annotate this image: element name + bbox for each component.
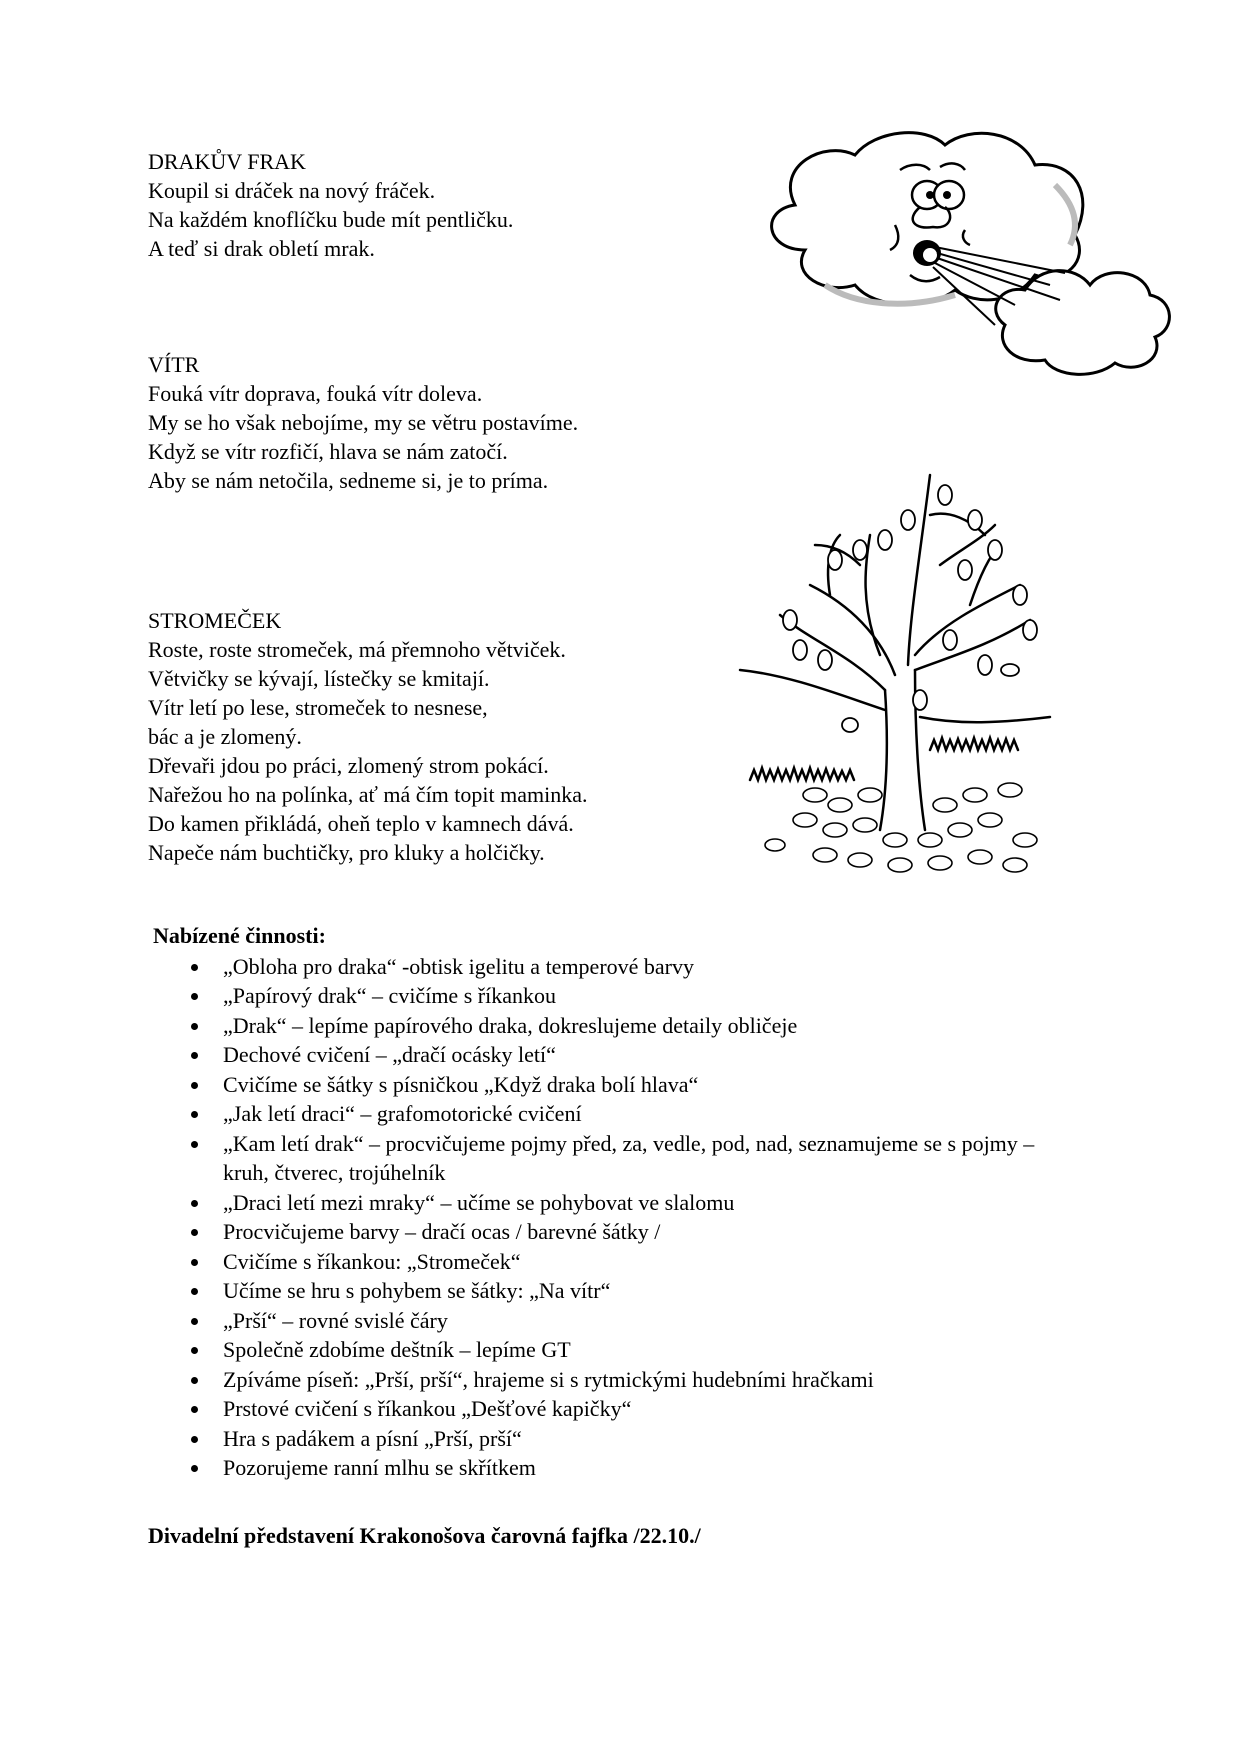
bullet-icon — [191, 1288, 198, 1295]
list-item-text: „Papírový drak“ – cvičíme s říkankou — [223, 983, 556, 1008]
list-item — [153, 981, 1063, 1011]
bullet-icon — [191, 1406, 198, 1413]
list-item-text: „Draci letí mezi mraky“ – učíme se pohybovat ve slalomu — [223, 1189, 735, 1215]
list-item — [153, 1306, 1063, 1336]
list-item — [153, 1129, 1063, 1188]
theatre-announcement: Divadelní představení Krakonošova čarovná fajfka /22.10./ — [148, 1523, 701, 1548]
list-item — [153, 1424, 1063, 1454]
poem-line: Dřevaři jdou po práci, zlomený strom pokácí. — [148, 753, 549, 778]
bullet-icon — [191, 1141, 198, 1148]
poem-line: Napeče nám buchtičky, pro kluky a holčičky. — [148, 840, 545, 865]
poem-line: Na každém knoflíčku bude mít pentličku. — [148, 207, 514, 232]
list-item — [153, 1011, 1063, 1041]
list-item-text: Učíme se hru s pohybem se šátky: „Na vítr“ — [223, 1278, 611, 1303]
list-item-text: Hra s padákem a písní „Prší, prší“ — [223, 1425, 522, 1451]
bullet-icon — [191, 1347, 198, 1354]
list-item-text: „Kam letí drak“ – procvičujeme pojmy před, za, vedle, pod, nad, seznamujeme se s pojmy – kruh, čtverec, trojúhelník — [223, 1130, 1035, 1185]
poem-line: Když se vítr rozfičí, hlava se nám zatočí. — [148, 439, 508, 464]
list-item — [153, 1335, 1063, 1365]
poem-title: STROMEČEK — [148, 608, 282, 633]
poem-line: Do kamen přikládá, oheň teplo v kamnech dává. — [148, 811, 574, 836]
list-item — [153, 1365, 1063, 1395]
list-item-text: Cvičíme s říkankou: „Stromeček“ — [223, 1248, 521, 1274]
list-item — [153, 1247, 1063, 1277]
poem-title: VÍTR — [148, 352, 200, 377]
list-item-text: „Prší“ – rovné svislé čáry — [223, 1307, 448, 1333]
poem-drakuv-frak — [148, 147, 513, 263]
bullet-icon — [191, 1200, 198, 1207]
bullet-icon — [191, 1023, 198, 1030]
list-item — [153, 1394, 1063, 1424]
list-item-text: Společně zdobíme deštník – lepíme GT — [223, 1337, 571, 1362]
list-item — [153, 1276, 1063, 1306]
poem-stromecek — [148, 606, 588, 867]
list-item-text: „Jak letí draci“ – grafomotorické cvičení — [223, 1101, 582, 1126]
list-item-text: Cvičíme se šátky s písničkou „Když draka bolí hlava“ — [223, 1071, 699, 1097]
poem-vitr — [148, 350, 578, 495]
poem-line: Větvičky se kývají, lístečky se kmitají. — [148, 666, 490, 691]
poem-line: A teď si drak obletí mrak. — [148, 236, 375, 261]
bullet-icon — [191, 1259, 198, 1266]
bullet-icon — [191, 1465, 198, 1472]
activities-list — [153, 952, 1063, 1483]
list-item-text: „Obloha pro draka“ -obtisk igelitu a temperové barvy — [223, 953, 695, 979]
bullet-icon — [191, 1229, 198, 1236]
poem-line: Aby se nám netočila, sedneme si, je to príma. — [148, 468, 549, 493]
poem-line: My se ho však nebojíme, my se větru postavíme. — [148, 410, 579, 435]
poem-line: Fouká vítr doprava, fouká vítr doleva. — [148, 381, 483, 406]
list-item-text: Pozorujeme ranní mlhu se skřítkem — [223, 1455, 536, 1480]
poem-line: bác a je zlomený. — [148, 724, 302, 749]
list-item-text: Dechové cvičení – „dračí ocásky letí“ — [223, 1042, 556, 1067]
bullet-icon — [191, 1377, 198, 1384]
poem-line: Vítr letí po lese, stromeček to nesnese, — [148, 695, 488, 720]
activities-section — [153, 921, 1063, 1483]
list-item — [153, 952, 1063, 982]
bullet-icon — [191, 1052, 198, 1059]
cloud-icon — [755, 125, 1190, 380]
bullet-icon — [191, 993, 198, 1000]
bullet-icon — [191, 1111, 198, 1118]
list-item — [153, 1070, 1063, 1100]
list-item-text: Procvičujeme barvy – dračí ocas / barevné šátky / — [223, 1219, 661, 1244]
list-item — [153, 1217, 1063, 1247]
list-item — [153, 1040, 1063, 1070]
bullet-icon — [191, 964, 198, 971]
poem-line: Nařežou ho na polínka, ať má čím topit maminka. — [148, 782, 588, 807]
bullet-icon — [191, 1436, 198, 1443]
poem-title: DRAKŮV FRAK — [148, 149, 306, 174]
bullet-icon — [191, 1082, 198, 1089]
blowing-cloud-illustration — [755, 125, 1190, 380]
tree-icon — [730, 455, 1060, 880]
list-item — [153, 1099, 1063, 1129]
list-item — [153, 1453, 1063, 1483]
list-item-text: Zpíváme píseň: „Prší, prší“, hrajeme si s rytmickými hudebními hračkami — [223, 1366, 874, 1392]
activities-heading: Nabízené činnosti: — [153, 923, 326, 948]
list-item-text: Prstové cvičení s říkankou „Dešťové kapičky“ — [223, 1396, 632, 1421]
poem-line: Koupil si dráček na nový fráček. — [148, 178, 436, 203]
list-item-text: „Drak“ – lepíme papírového draka, dokreslujeme detaily obličeje — [223, 1012, 798, 1038]
poem-line: Roste, roste stromeček, má přemnoho větviček. — [148, 637, 566, 662]
autumn-tree-illustration — [730, 455, 1060, 880]
list-item — [153, 1188, 1063, 1218]
bullet-icon — [191, 1318, 198, 1325]
